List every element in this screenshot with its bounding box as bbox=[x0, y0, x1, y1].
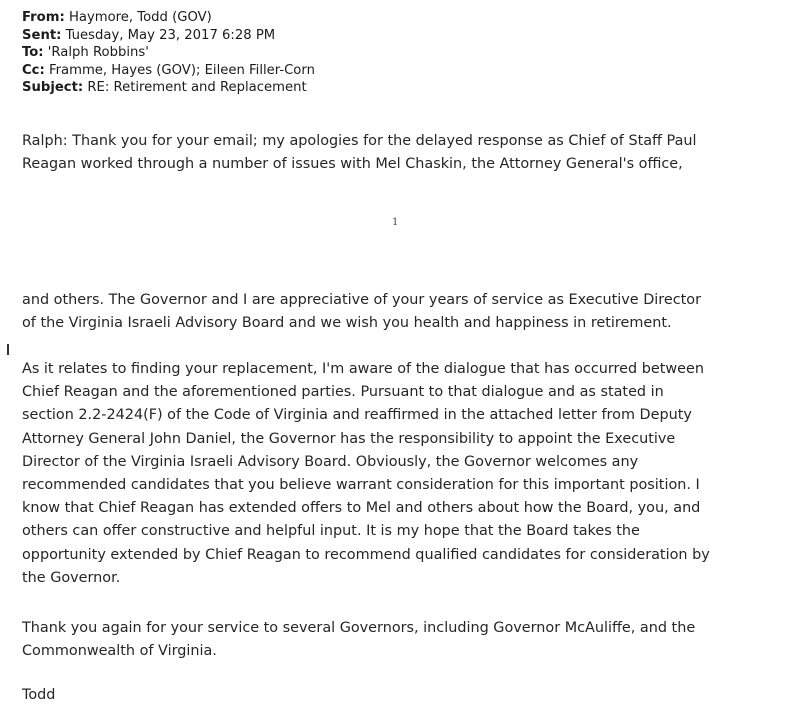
cc-label: Cc: bbox=[22, 62, 45, 78]
from-value: Haymore, Todd (GOV) bbox=[68, 10, 212, 25]
cc-value: Framme, Hayes (GOV); Eileen Filler-Corn bbox=[48, 62, 315, 78]
cc-row bbox=[22, 62, 315, 80]
text-line: section 2.2-2424(F) of the Code of Virginia and reaffirmed in the attached letter from Deputy bbox=[22, 407, 692, 424]
page-number: 1 bbox=[392, 217, 399, 228]
text-line: As it relates to finding your replacement, I'm aware of the dialogue that has occurred between bbox=[22, 361, 704, 377]
text-line: Chief Reagan and the aforementioned parties. Pursuant to that dialogue and as stated in bbox=[22, 384, 664, 401]
text-line: and others. The Governor and I are appreciative of your years of service as Executive Director bbox=[22, 292, 702, 308]
sent-value: Tuesday, May 23, 2017 6:28 PM bbox=[65, 27, 276, 43]
to-value: 'Ralph Robbins' bbox=[47, 45, 149, 61]
text-line: Director of the Virginia Israeli Advisory Board. Obviously, the Governor welcomes any bbox=[22, 453, 639, 470]
subject-label: Subject: bbox=[22, 80, 84, 96]
paragraph-replacement bbox=[22, 358, 792, 590]
text-line: know that Chief Reagan has extended offers to Mel and others about how the Board, you, and bbox=[22, 500, 701, 517]
to-label: To: bbox=[22, 45, 44, 61]
signature bbox=[22, 684, 792, 707]
subject-row bbox=[22, 79, 315, 97]
text-line: Thank you again for your service to several Governors, including Governor McAuliffe, and the bbox=[22, 620, 696, 636]
paragraph-appreciation bbox=[22, 289, 792, 335]
text-line: of the Virginia Israeli Advisory Board and we wish you health and happiness in retirement. bbox=[22, 315, 672, 332]
text-line: Ralph: Thank you for your email; my apologies for the delayed response as Chief of Staff Paul bbox=[22, 133, 697, 149]
text-line: recommended candidates that you believe warrant consideration for this important position. I bbox=[22, 477, 700, 494]
to-row bbox=[22, 44, 315, 62]
from-row bbox=[22, 9, 315, 27]
text-line: others can offer constructive and helpful input. It is my hope that the Board takes the bbox=[22, 523, 640, 540]
subject-value: RE: Retirement and Replacement bbox=[87, 80, 307, 96]
paragraph-thanks bbox=[22, 617, 792, 663]
text-line: Attorney General John Daniel, the Governor has the responsibility to appoint the Executive bbox=[22, 430, 676, 447]
signature-text: Todd bbox=[22, 687, 56, 703]
paragraph-greeting bbox=[22, 130, 792, 176]
margin-mark bbox=[7, 344, 9, 355]
sent-label: Sent: bbox=[22, 27, 62, 43]
email-header bbox=[22, 9, 315, 97]
text-line: opportunity extended by Chief Reagan to recommend qualified candidates for consideration by bbox=[22, 546, 710, 563]
text-line: the Governor. bbox=[22, 569, 121, 586]
text-line: Commonwealth of Virginia. bbox=[22, 643, 217, 660]
sent-row bbox=[22, 27, 315, 45]
text-line: Reagan worked through a number of issues with Mel Chaskin, the Attorney General's office, bbox=[22, 156, 683, 173]
from-label: From: bbox=[22, 10, 65, 25]
